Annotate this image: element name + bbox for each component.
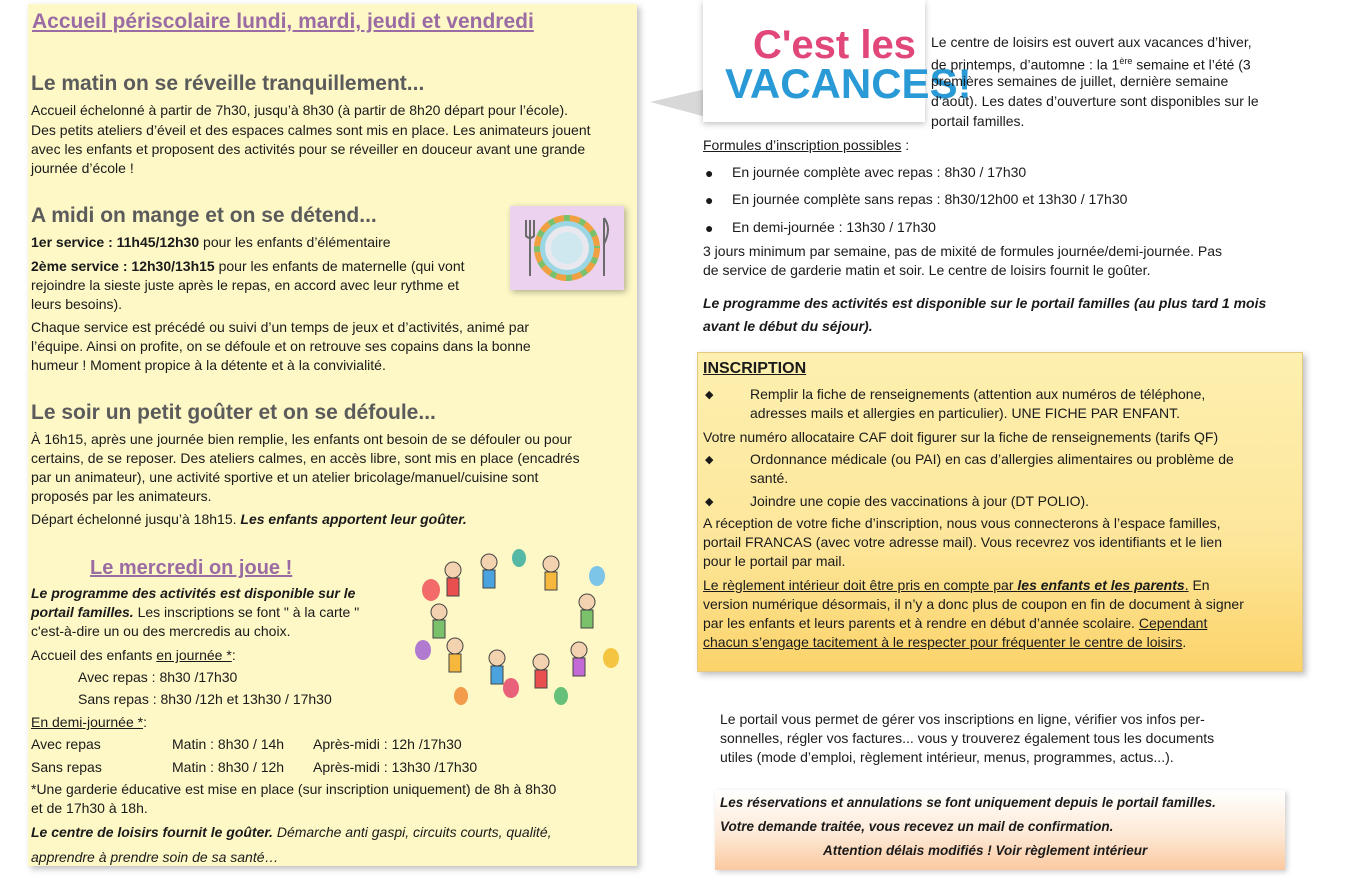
reglement-line xyxy=(703,576,1210,595)
formule-item: En demi-journée : 13h30 / 17h30 xyxy=(732,219,936,235)
logo-line-1: C'est les xyxy=(753,23,916,67)
matin-line: Accueil échelonné à partir de 7h30, jusqu’à 8h30 (à partir de 8h20 départ pour l’école). xyxy=(31,102,569,118)
reservation-box xyxy=(715,790,1285,870)
midi-heading: A midi on mange et on se détend... xyxy=(31,204,377,227)
inscription-item-1 xyxy=(750,385,1294,423)
intro-line-2-start: de printemps, d’automne : la 1 xyxy=(931,56,1120,73)
inscription-item-1-line: Remplir la fiche de renseignements (attention aux numéros de téléphone, xyxy=(750,386,1206,402)
diamond-bullet: ◆ xyxy=(705,389,714,401)
reglement-dot: . xyxy=(1184,577,1189,593)
intro-line-2-end: semaine et l’été (3 xyxy=(1132,56,1251,73)
mercredi-heading: Le mercredi on joue ! xyxy=(90,557,293,579)
matin-line: avec les enfants et proposent des activités pour se réveiller en douceur avant une grande xyxy=(31,141,586,157)
gouter-line-1 xyxy=(31,823,552,842)
children-icon xyxy=(401,546,633,706)
reglement-text: Le règlement intérieur doit être pris en compte par xyxy=(703,577,1018,593)
soir-line: par un animateur), une activité sportive et un atelier bricolage/manuel/cuisine sont xyxy=(31,469,539,485)
service-2 xyxy=(31,257,465,276)
en-journee: en journée * xyxy=(156,647,232,663)
soir-heading: Le soir un petit goûter et on se défoule... xyxy=(31,401,436,424)
accueil-colon: : xyxy=(231,647,236,663)
gouter-line-2: apprendre à prendre soin de sa santé… xyxy=(31,849,279,865)
mercredi-programme-line-3: c'est-à-dire un ou des mercredis au choix. xyxy=(31,623,291,639)
mercredi-programme-line-1: Le programme des activités est disponible sur le xyxy=(31,585,356,601)
intro-line: d’août). Les dates d’ouverture sont disponibles sur le xyxy=(931,93,1259,109)
demi-row-1-label: Avec repas xyxy=(31,736,101,752)
inscription-item-3: Joindre une copie des vaccinations à jour (DT POLIO). xyxy=(750,493,1090,509)
logo-line-2: VACANCES! xyxy=(725,60,972,107)
garderie-line-1: *Une garderie éducative est mise en place (sur inscription uniquement) de 8h à 8h30 xyxy=(31,781,557,797)
card-shadow xyxy=(650,88,710,118)
vacances-logo xyxy=(703,0,972,122)
service-1-time: 1er service : 11h45/12h30 xyxy=(31,234,200,250)
demi-journee-label: En demi-journée * xyxy=(31,714,144,730)
reservation-warning: Attention délais modifiés ! Voir règlement intérieur xyxy=(823,843,1148,858)
mercredi-programme-line-2 xyxy=(31,603,359,622)
intro-line: portail familles. xyxy=(931,113,1025,129)
reception-line: pour le portail par mail. xyxy=(703,553,846,569)
service-2-text: pour les enfants de maternelle (qui vont xyxy=(214,258,465,274)
reception-line: portail FRANCAS (avec votre adresse mail). Vous recevrez vos identifiants et le lien xyxy=(703,534,1222,550)
service-2-time: 2ème service : 12h30/13h15 xyxy=(31,258,215,274)
soir-line: certains, de se reposer. Des ateliers calmes, en accès libre, sont mis en place (encadrés xyxy=(31,450,580,466)
inscription-item-2-line: Ordonnance médicale (ou PAI) en cas d’allergies alimentaires ou problème de xyxy=(750,451,1234,467)
formules-title xyxy=(703,136,909,155)
chacun-dot: . xyxy=(1182,634,1187,650)
plate-icon xyxy=(510,206,624,290)
demi-row-1-matin: Matin : 8h30 / 14h xyxy=(172,736,285,752)
accueil-enfants xyxy=(31,646,236,665)
vacances-logo-card xyxy=(703,0,972,122)
reception-line: A réception de votre fiche d’inscription, nous vous connecterons à l’espace familles, xyxy=(703,515,1221,531)
jours-line: de service de garderie matin et soir. Le centre de loisirs fournit le goûter. xyxy=(703,262,1151,278)
service-1 xyxy=(31,233,391,252)
gouter-note: Les enfants apportent leur goûter. xyxy=(240,511,467,527)
programme-line: Le programme des activités est disponible sur le portail familles (au plus tard 1 mois xyxy=(703,295,1267,311)
reglement-en: En xyxy=(1188,577,1210,593)
intro-line: Le centre de loisirs est ouvert aux vacances d’hiver, xyxy=(931,34,1252,50)
service-2-line: leurs besoins). xyxy=(31,296,123,312)
matin-line: journée d’école ! xyxy=(31,160,134,176)
cependant: Cependant xyxy=(1138,615,1208,631)
formules-title-text: Formules d’inscription possibles xyxy=(703,137,902,153)
soir-line: À 16h15, après une journée bien remplie, les enfants ont besoin de se défouler ou pour xyxy=(31,431,572,447)
inscription-item-2-line: santé. xyxy=(750,470,789,486)
portail-familles-bold: portail familles. xyxy=(31,604,134,620)
demi-row-2-matin: Matin : 8h30 / 12h xyxy=(172,759,285,775)
jours-line: 3 jours minimum par semaine, pas de mixité de formules journée/demi-journée. Pas xyxy=(703,243,1223,259)
version-line-2 xyxy=(703,614,1207,633)
page-title: Accueil périscolaire lundi, mardi, jeudi et vendredi xyxy=(32,10,534,33)
chacun-text: chacun s’engage tacitement à le respecter pour fréquenter le centre de loisirs xyxy=(703,634,1183,650)
formule-item: En journée complète sans repas : 8h30/12h00 et 13h30 / 17h30 xyxy=(732,191,1128,207)
portail-line: utiles (mode d’emploi, règlement intérieur, menus, programmes, actus...). xyxy=(720,749,1174,765)
caf-line: Votre numéro allocataire CAF doit figurer sur la fiche de renseignements (tarifs QF) xyxy=(703,429,1219,445)
gouter-bold: Le centre de loisirs fournit le goûter. xyxy=(31,824,273,840)
formules-colon: : xyxy=(901,137,910,153)
formule-item: En journée complète avec repas : 8h30 / 17h30 xyxy=(732,164,1027,180)
service-1-text: pour les enfants d’élémentaire xyxy=(199,234,391,250)
inscriptions-carte: Les inscriptions se font " à la carte " xyxy=(133,604,360,620)
matin-heading: Le matin on se réveille tranquillement... xyxy=(31,72,425,95)
inscription-box xyxy=(697,352,1303,672)
inscription-item-1-line: adresses mails et allergies en particulier). UNE FICHE PAR ENFANT. xyxy=(750,405,1180,421)
superscript-ere: ère xyxy=(1119,56,1133,66)
diamond-bullet: ◆ xyxy=(705,496,714,508)
demi-row-1-apres: Après-midi : 12h /17h30 xyxy=(313,736,462,752)
garderie-line-2: et de 17h30 à 18h. xyxy=(31,800,148,816)
midi-line: Chaque service est précédé ou suivi d’un temps de jeux et d’activités, animé par xyxy=(31,319,530,335)
depart-line xyxy=(31,510,467,529)
midi-line: l’équipe. Ainsi on profite, on se défoule et on retrouve ses copains dans la bonne xyxy=(31,338,531,354)
intro-line: premières semaines de juillet, dernière semaine xyxy=(931,73,1229,89)
kids-circle-illustration xyxy=(401,546,633,706)
reservation-line: Votre demande traitée, vous recevez un mail de confirmation. xyxy=(720,819,1114,834)
reglement-enfants-parents: les enfants et les parents xyxy=(1017,577,1185,593)
demi-row-2-apres: Après-midi : 13h30 /17h30 xyxy=(313,759,478,775)
version-line: version numérique désormais, il n’y a donc plus de coupon en fin de document à signer xyxy=(703,596,1244,612)
portail-line: sonnelles, régler vos factures... vous y trouverez également tous les documents xyxy=(720,730,1215,746)
bullet-dot: ● xyxy=(705,165,714,181)
accueil-label: Accueil des enfants xyxy=(31,647,157,663)
programme-line: avant le début du séjour). xyxy=(703,318,873,334)
soir-line: proposés par les animateurs. xyxy=(31,488,212,504)
reservation-line: Les réservations et annulations se font uniquement depuis le portail familles. xyxy=(720,795,1216,810)
depart-text: Départ échelonné jusqu’à 18h15. xyxy=(31,511,241,527)
service-2-line: rejoindre la sieste juste après le repas, en accord avec leur rythme et xyxy=(31,277,459,293)
bullet-dot: ● xyxy=(705,192,714,208)
chacun-line xyxy=(703,633,1186,652)
sans-repas-horaire: Sans repas : 8h30 /12h et 13h30 / 17h30 xyxy=(78,691,332,707)
midi-line: humeur ! Moment propice à la détente et à la convivialité. xyxy=(31,357,386,373)
bullet-dot: ● xyxy=(705,220,714,236)
demi-row-2-label: Sans repas xyxy=(31,759,102,775)
diamond-bullet: ◆ xyxy=(705,454,714,466)
demi-journee-colon: : xyxy=(143,714,147,730)
matin-line: Des petits ateliers d’éveil et des espaces calmes sont mis en place. Les animateurs jouent xyxy=(31,122,591,138)
portail-line: Le portail vous permet de gérer vos inscriptions en ligne, vérifier vos infos per- xyxy=(720,711,1205,727)
avec-repas-horaire: Avec repas : 8h30 /17h30 xyxy=(78,669,238,685)
inscription-title: INSCRIPTION xyxy=(703,360,807,377)
inscription-item-2 xyxy=(750,450,1294,488)
gouter-rest: Démarche anti gaspi, circuits courts, qualité, xyxy=(272,824,552,840)
left-panel xyxy=(28,4,637,866)
version-line-2-text: par les enfants et leurs parents et à rendre en début d’année scolaire. xyxy=(703,615,1139,631)
demi-journee xyxy=(31,713,147,732)
plate-illustration xyxy=(510,206,624,290)
